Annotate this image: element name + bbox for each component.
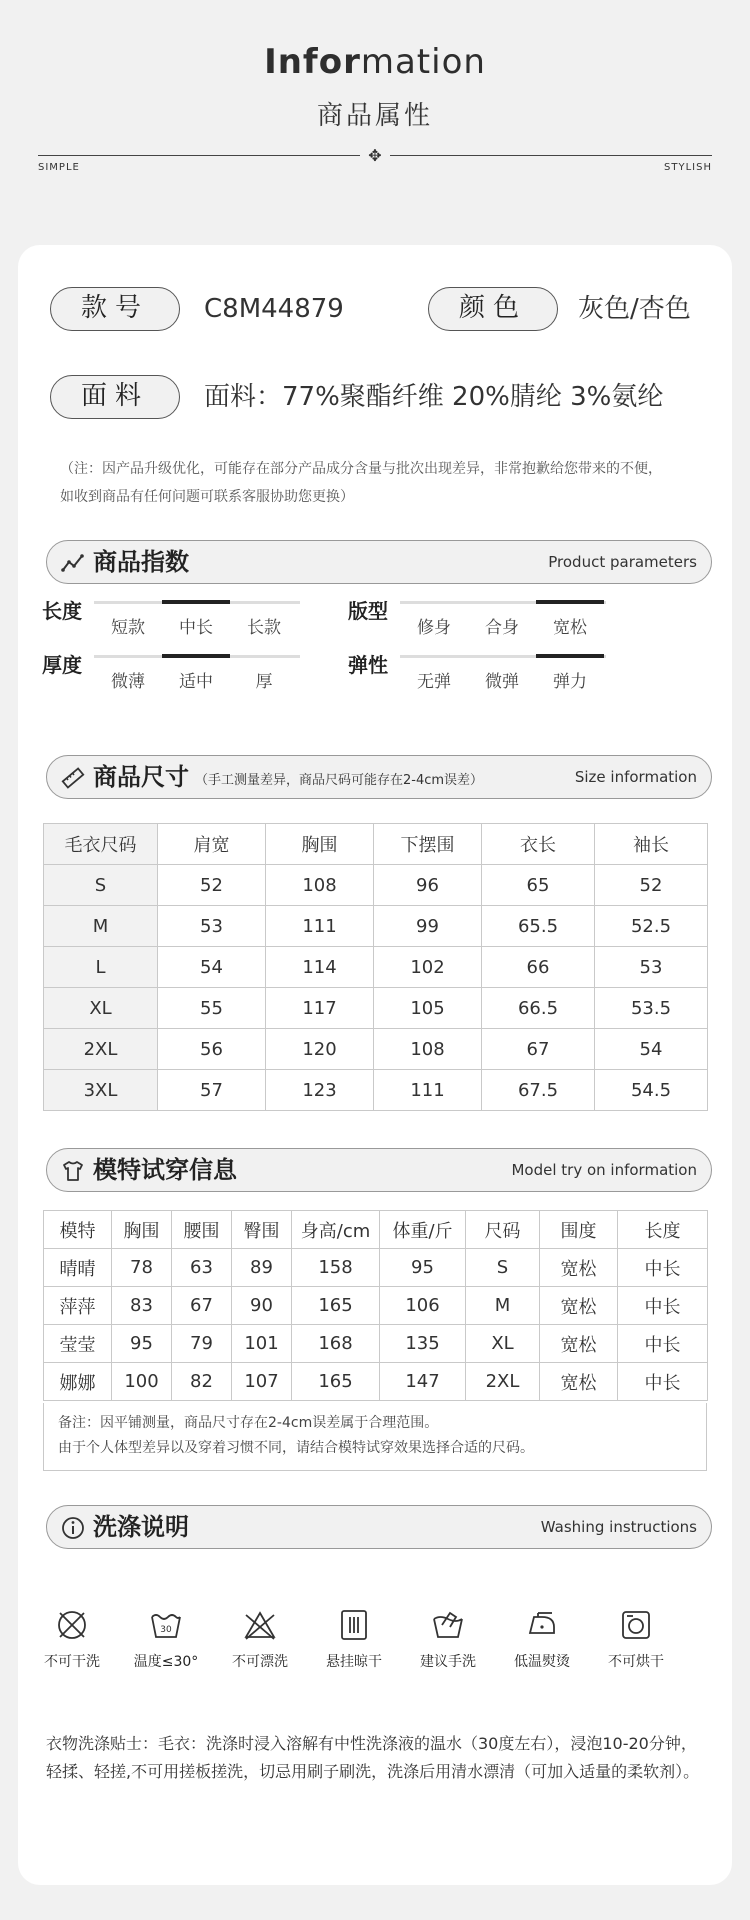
- index-option: 短款: [111, 618, 145, 638]
- table-cell: 53: [158, 906, 266, 947]
- table-cell: 中长: [618, 1325, 708, 1363]
- table-cell: 111: [266, 906, 374, 947]
- table-cell: 67: [172, 1287, 232, 1325]
- table-cell: 55: [158, 988, 266, 1029]
- ruler-icon: [61, 766, 85, 790]
- wash-label: 低温熨烫: [514, 1654, 570, 1670]
- index-option: 厚: [255, 672, 273, 692]
- table-cell: 宽松: [540, 1287, 618, 1325]
- color-label: 颜色: [428, 287, 558, 331]
- table-cell: 168: [292, 1325, 380, 1363]
- section-title: 洗涤说明: [93, 1513, 189, 1541]
- table-cell: 56: [158, 1029, 266, 1070]
- table-cell: 101: [232, 1325, 292, 1363]
- svg-text:30: 30: [160, 1625, 172, 1635]
- table-header-cell: 体重/斤: [380, 1211, 466, 1249]
- table-row: [44, 1249, 708, 1287]
- hero-header: [0, 0, 750, 235]
- index-option: 长款: [247, 618, 281, 638]
- index-option: 微弹: [485, 672, 519, 692]
- table-cell: 82: [172, 1363, 232, 1401]
- table-cell: 96: [374, 865, 482, 906]
- hero-subtitle: 商品属性: [316, 101, 433, 131]
- table-cell: 165: [292, 1287, 380, 1325]
- section-title: 模特试穿信息: [93, 1156, 237, 1184]
- table-cell: S: [44, 865, 158, 906]
- table-cell: 107: [232, 1363, 292, 1401]
- table-header-cell: 衣长: [482, 824, 595, 865]
- table-header-row: [44, 824, 708, 865]
- table-cell: 萍萍: [44, 1287, 112, 1325]
- fabric-label: 面料: [50, 375, 180, 419]
- wash-label: 不可干洗: [44, 1654, 100, 1670]
- wash-item: [220, 1607, 300, 1671]
- size-table: [43, 823, 708, 1111]
- table-cell: 100: [112, 1363, 172, 1401]
- index-option: 无弹: [417, 672, 451, 692]
- section-en-title: Size information: [574, 768, 697, 786]
- table-header-cell: 腰围: [172, 1211, 232, 1249]
- index-option: 宽松: [553, 618, 587, 638]
- table-cell: 宽松: [540, 1249, 618, 1287]
- table-row: [44, 1287, 708, 1325]
- table-cell: 宽松: [540, 1325, 618, 1363]
- index-option: 适中: [179, 672, 213, 692]
- wash-item: [32, 1607, 112, 1671]
- wash-item: [596, 1607, 676, 1671]
- wash-item: [314, 1607, 394, 1671]
- index-label: 版型: [348, 599, 388, 623]
- no-dry-clean-icon: [54, 1607, 90, 1643]
- table-cell: 95: [380, 1249, 466, 1287]
- index-option: 微薄: [111, 672, 145, 692]
- wash-label: 建议手洗: [420, 1654, 476, 1670]
- wash-item: [408, 1607, 488, 1671]
- table-cell: 135: [380, 1325, 466, 1363]
- table-header-cell: 毛衣尺码: [44, 824, 158, 865]
- table-header-cell: 模特: [44, 1211, 112, 1249]
- table-cell: 晴晴: [44, 1249, 112, 1287]
- table-cell: 123: [266, 1070, 374, 1111]
- table-row: [44, 1070, 708, 1111]
- table-cell: 中长: [618, 1249, 708, 1287]
- table-cell: 63: [172, 1249, 232, 1287]
- index-active-segment: [162, 654, 230, 658]
- table-cell: 67.5: [482, 1070, 595, 1111]
- info-icon: [61, 1516, 85, 1540]
- table-row: [44, 988, 708, 1029]
- divider-right: [390, 155, 712, 156]
- table-cell: 108: [266, 865, 374, 906]
- info-card: [18, 245, 732, 1885]
- index-option: 弹力: [553, 672, 587, 692]
- table-cell: 54.5: [595, 1070, 708, 1111]
- wash-30-icon: [148, 1607, 184, 1643]
- table-row: [44, 1029, 708, 1070]
- no-tumble-dry-icon: [618, 1607, 654, 1643]
- table-cell: M: [44, 906, 158, 947]
- table-cell: 95: [112, 1325, 172, 1363]
- tag-stylish: STYLISH: [664, 162, 712, 173]
- table-cell: 宽松: [540, 1363, 618, 1401]
- table-cell: 莹莹: [44, 1325, 112, 1363]
- product-note: （注：因产品升级优化，可能存在部分产品成分含量与批次出现差异，非常抱歉给您带来的不便， 如收到商品有任何问题可联系客服协助您更换）: [60, 461, 662, 505]
- table-header-cell: 胸围: [112, 1211, 172, 1249]
- table-cell: 65: [482, 865, 595, 906]
- table-cell: 114: [266, 947, 374, 988]
- table-cell: 52: [595, 865, 708, 906]
- index-active-segment: [536, 600, 604, 604]
- model-remark: 备注：因平铺测量，商品尺寸存在2-4cm误差属于合理范围。 由于个人体型差异以及穿着习惯不同，请结合模特试穿效果选择合适的尺码。: [43, 1403, 707, 1471]
- wash-label: 温度≤30°: [133, 1654, 199, 1670]
- style-value: C8M44879: [204, 294, 344, 324]
- table-header-cell: 胸围: [266, 824, 374, 865]
- table-cell: S: [466, 1249, 540, 1287]
- table-cell: 53: [595, 947, 708, 988]
- table-cell: 53.5: [595, 988, 708, 1029]
- table-header-cell: 臀围: [232, 1211, 292, 1249]
- table-cell: 117: [266, 988, 374, 1029]
- table-cell: 3XL: [44, 1070, 158, 1111]
- index-option: 中长: [179, 618, 213, 638]
- table-cell: 中长: [618, 1287, 708, 1325]
- wash-label: 不可漂洗: [232, 1654, 288, 1670]
- section-en-title: Washing instructions: [540, 1518, 697, 1536]
- index-label: 长度: [42, 599, 82, 623]
- table-cell: 102: [374, 947, 482, 988]
- table-header-row: [44, 1211, 708, 1249]
- table-cell: 54: [158, 947, 266, 988]
- table-cell: 65.5: [482, 906, 595, 947]
- table-cell: 106: [380, 1287, 466, 1325]
- color-value: 灰色/杏色: [578, 294, 691, 324]
- table-header-cell: 肩宽: [158, 824, 266, 865]
- table-cell: 105: [374, 988, 482, 1029]
- table-row: [44, 947, 708, 988]
- trend-icon: [61, 551, 85, 575]
- table-header-cell: 袖长: [595, 824, 708, 865]
- section-washing: [46, 1505, 712, 1549]
- table-cell: 90: [232, 1287, 292, 1325]
- index-active-segment: [162, 600, 230, 604]
- table-row: [44, 865, 708, 906]
- wash-label: 不可烘干: [608, 1654, 664, 1670]
- table-row: [44, 1325, 708, 1363]
- index-option: 合身: [485, 618, 519, 638]
- table-cell: 147: [380, 1363, 466, 1401]
- table-cell: 52.5: [595, 906, 708, 947]
- divider-left: [38, 155, 360, 156]
- table-cell: 66.5: [482, 988, 595, 1029]
- fabric-value: 面料：77%聚酯纤维 20%腈纶 3%氨纶: [204, 382, 664, 412]
- shirt-icon: [61, 1159, 85, 1183]
- table-header-cell: 围度: [540, 1211, 618, 1249]
- hero-title: Information: [264, 42, 486, 82]
- section-size: [46, 755, 712, 799]
- table-cell: 娜娜: [44, 1363, 112, 1401]
- table-cell: 2XL: [466, 1363, 540, 1401]
- table-cell: 79: [172, 1325, 232, 1363]
- table-cell: 67: [482, 1029, 595, 1070]
- section-product-index: [46, 540, 712, 584]
- table-cell: 54: [595, 1029, 708, 1070]
- table-cell: 111: [374, 1070, 482, 1111]
- section-en-title: Model try on information: [511, 1161, 697, 1179]
- wash-item: [502, 1607, 582, 1671]
- index-label: 弹性: [348, 653, 388, 677]
- table-cell: 158: [292, 1249, 380, 1287]
- table-cell: 99: [374, 906, 482, 947]
- section-title: 商品指数: [93, 548, 189, 576]
- table-header-cell: 尺码: [466, 1211, 540, 1249]
- table-header-cell: 下摆围: [374, 824, 482, 865]
- wash-label: 悬挂晾干: [326, 1654, 382, 1670]
- model-table: [43, 1210, 708, 1401]
- table-cell: 2XL: [44, 1029, 158, 1070]
- section-en-title: Product parameters: [548, 553, 697, 571]
- wash-tips: 衣物洗涤贴士：毛衣：洗涤时浸入溶解有中性洗涤液的温水（30度左右），浸泡10-20分钟，轻揉、轻搓,不可用搓板搓洗，切忌用刷子刷洗，洗涤后用清水漂清（可加入适量的柔软剂）。: [46, 1734, 700, 1781]
- hand-wash-icon: [430, 1607, 466, 1643]
- no-bleach-icon: [242, 1607, 278, 1643]
- table-cell: M: [466, 1287, 540, 1325]
- table-cell: 165: [292, 1363, 380, 1401]
- index-label: 厚度: [42, 653, 82, 677]
- table-cell: 57: [158, 1070, 266, 1111]
- table-cell: 中长: [618, 1363, 708, 1401]
- table-cell: 108: [374, 1029, 482, 1070]
- table-cell: XL: [466, 1325, 540, 1363]
- table-cell: XL: [44, 988, 158, 1029]
- section-title: 商品尺寸: [93, 763, 189, 791]
- style-label: 款号: [50, 287, 180, 331]
- table-header-cell: 长度: [618, 1211, 708, 1249]
- index-option: 修身: [417, 618, 451, 638]
- table-row: [44, 1363, 708, 1401]
- hang-dry-icon: [336, 1607, 372, 1643]
- table-header-cell: 身高/cm: [292, 1211, 380, 1249]
- low-iron-icon: [524, 1607, 560, 1643]
- table-cell: L: [44, 947, 158, 988]
- table-row: [44, 906, 708, 947]
- wash-item: [126, 1607, 206, 1671]
- size-hint: （手工测量差异，商品尺码可能存在2-4cm误差）: [195, 773, 484, 788]
- table-cell: 120: [266, 1029, 374, 1070]
- compass-icon: ✥: [368, 146, 382, 165]
- table-cell: 83: [112, 1287, 172, 1325]
- index-active-segment: [536, 654, 604, 658]
- tag-simple: SIMPLE: [38, 162, 80, 173]
- table-cell: 52: [158, 865, 266, 906]
- table-cell: 89: [232, 1249, 292, 1287]
- section-model: [46, 1148, 712, 1192]
- table-cell: 66: [482, 947, 595, 988]
- table-cell: 78: [112, 1249, 172, 1287]
